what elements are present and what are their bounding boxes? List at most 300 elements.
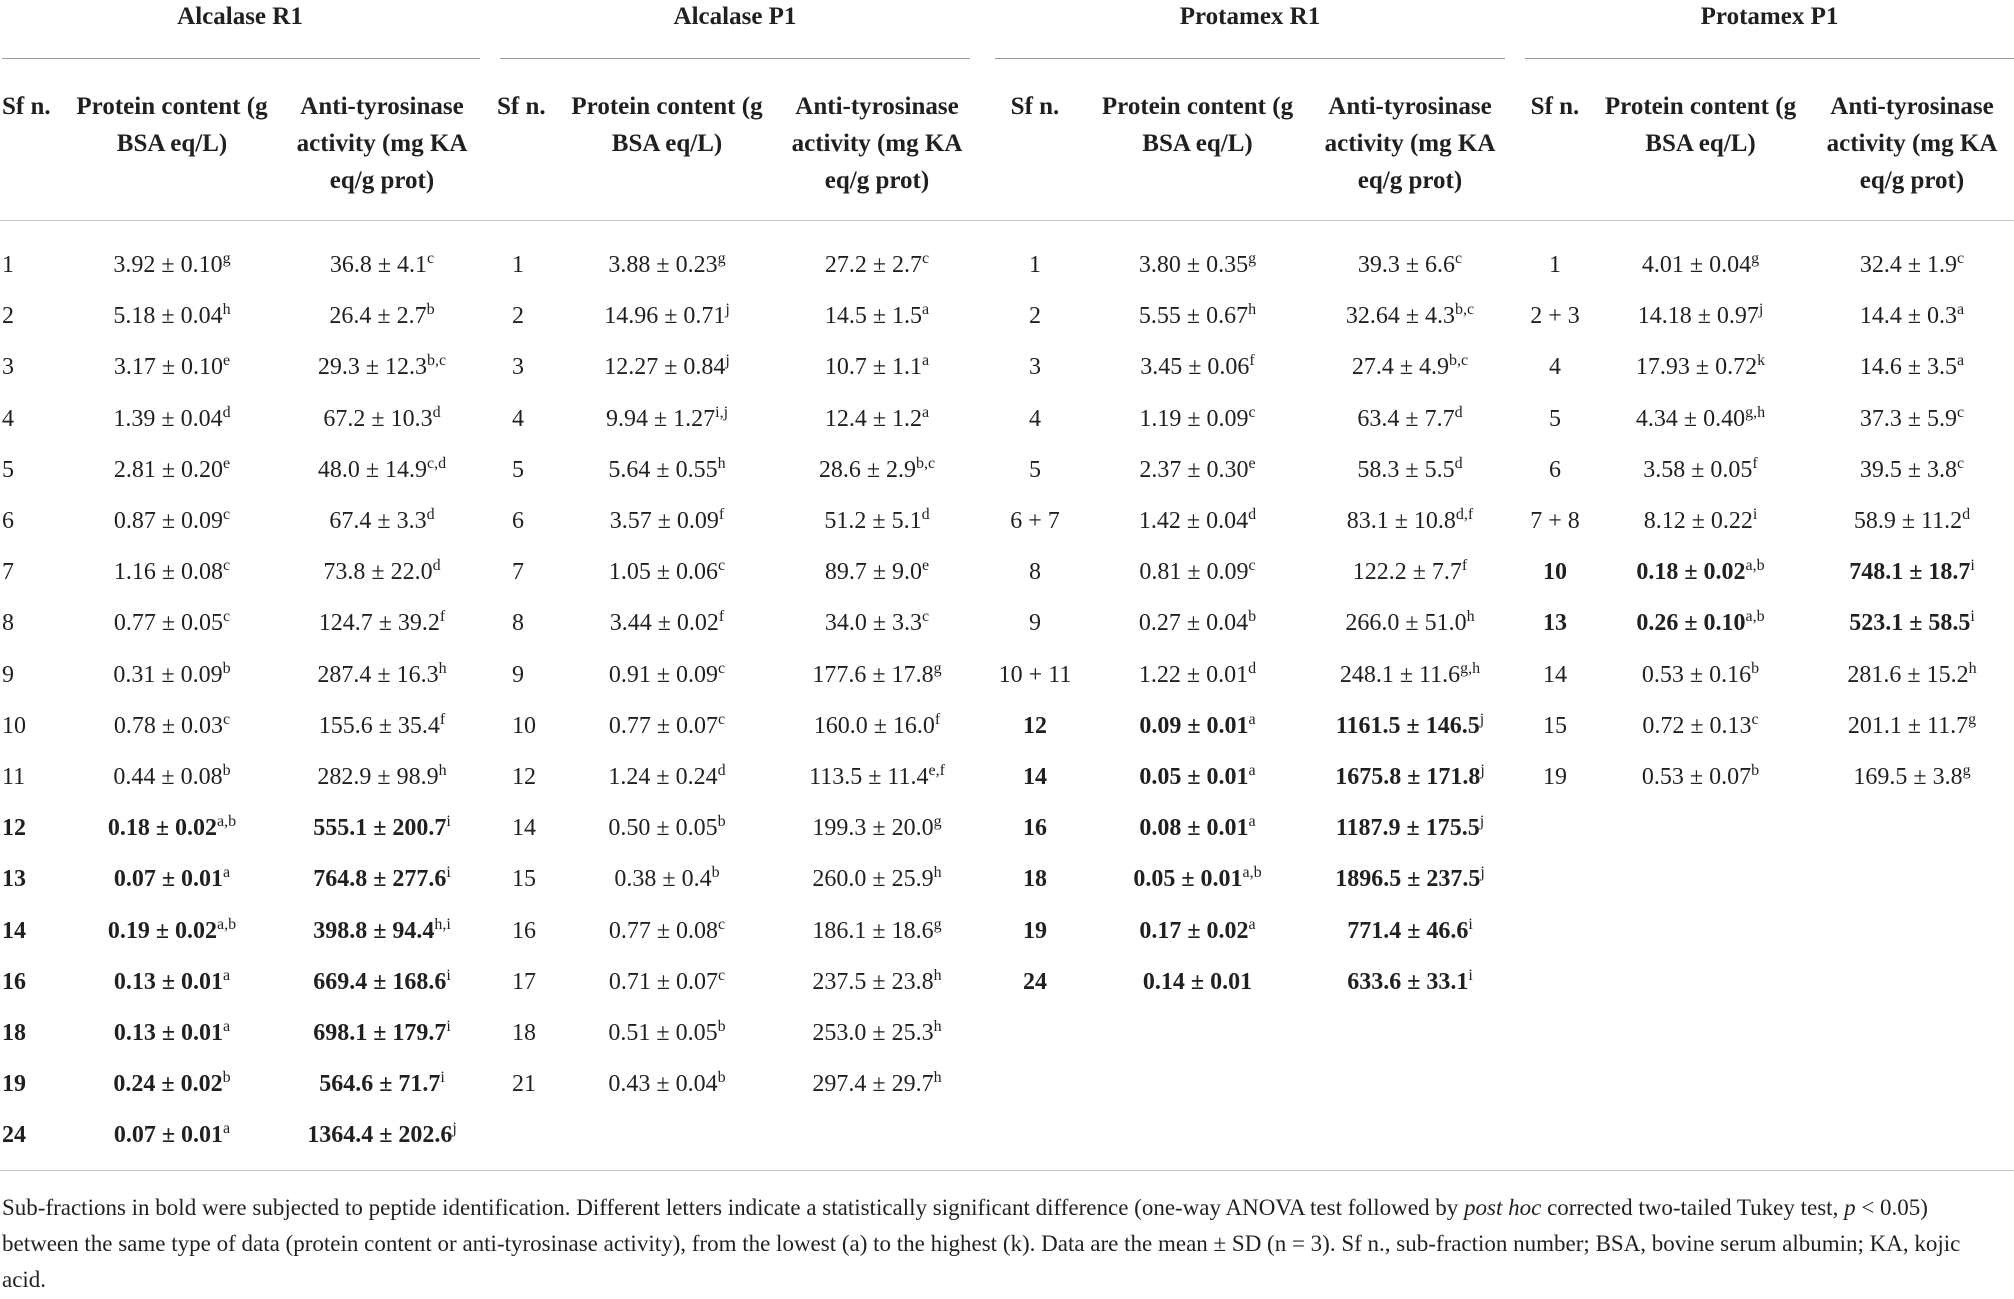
row-activity (1810, 445, 2014, 496)
row-activity-significance: f (439, 711, 446, 728)
row-activity (777, 957, 977, 1008)
row-activity-significance: d,f (1455, 506, 1474, 523)
row-protein (567, 547, 767, 598)
row-activity-text: 39.3 ± 6.6 (1357, 252, 1456, 278)
row-activity-text: 155.6 ± 35.4 (318, 713, 440, 739)
row-protein (72, 445, 272, 496)
row-protein-significance: f (1249, 352, 1255, 369)
row-activity-significance: b (426, 301, 435, 318)
row-activity-text: 253.0 ± 25.3 (812, 1020, 934, 1046)
row-activity (282, 598, 482, 649)
row-activity (282, 650, 482, 701)
row-subfraction: 19 (2, 1071, 26, 1097)
row-activity (1810, 650, 2014, 701)
row-protein-text: 1.16 ± 0.08 (113, 559, 224, 585)
footer-divider (0, 1170, 2014, 1171)
group-rule (995, 58, 1505, 59)
row-subfraction: 10 (512, 713, 536, 739)
row-activity-significance: i (446, 813, 451, 830)
row-activity (1810, 598, 2014, 649)
row-protein (1598, 598, 1803, 649)
row-protein (1090, 752, 1305, 803)
row-activity-text: 201.1 ± 11.7 (1847, 713, 1969, 739)
row-protein-text: 0.91 ± 0.09 (608, 662, 719, 688)
row-activity-text: 27.2 ± 2.7 (824, 252, 923, 278)
row-activity-text: 771.4 ± 46.6 (1347, 918, 1469, 944)
row-protein-significance: d (222, 404, 231, 421)
row-subfraction: 19 (1543, 764, 1567, 790)
row-activity-significance: h,i (434, 916, 451, 933)
row-protein-significance: g (717, 250, 726, 267)
row-subfraction: 14 (512, 815, 536, 841)
row-protein (567, 650, 767, 701)
row-protein-text: 12.27 ± 0.84 (604, 354, 726, 380)
row-protein-significance: a,b (1242, 864, 1262, 881)
row-activity-text: 237.5 ± 23.8 (812, 969, 934, 995)
row-subfraction: 10 (2, 713, 26, 739)
row-activity (1310, 701, 1510, 752)
table-footnote: Sub-fractions in bold were subjected to peptide identification. Different letters indicate a statistically significant difference (one-way ANOVA test followed by post hoc corrected two-tailed Tukey test, p < 0.05) between the same type of data (protein content or anti-tyrosinase activity), from the lowest (a) to the highest (k). Data are the mean ± SD (n = 3). Sf n., sub-fraction number; BSA, bovine serum albumin; KA, kojic acid. (2, 1195, 1961, 1292)
row-protein-text: 5.18 ± 0.04 (113, 303, 223, 329)
row-protein (567, 1008, 767, 1059)
row-protein-significance: j (725, 352, 730, 369)
row-subfraction: 7 (512, 559, 524, 585)
row-protein-text: 1.39 ± 0.04 (113, 406, 223, 432)
row-activity-text: 63.4 ± 7.7 (1357, 406, 1455, 432)
row-activity-text: 36.8 ± 4.1 (329, 252, 428, 278)
row-subfraction: 5 (1549, 406, 1561, 432)
column-header-sf: Sf n. (2, 93, 51, 120)
row-subfraction: 6 (1549, 457, 1561, 483)
row-activity-significance: b,c (427, 352, 447, 369)
row-protein-text: 2.37 ± 0.30 (1139, 457, 1249, 483)
row-subfraction: 8 (1029, 559, 1041, 585)
row-activity-significance: c,d (427, 455, 447, 472)
row-protein (72, 1059, 272, 1110)
row-activity-significance: j (1480, 864, 1485, 881)
row-protein-significance: a (1248, 813, 1256, 830)
row-activity-significance: e (922, 557, 930, 574)
row-protein (72, 496, 272, 547)
row-protein-text: 0.05 ± 0.01 (1133, 866, 1243, 892)
row-activity (282, 445, 482, 496)
row-subfraction: 16 (512, 918, 536, 944)
row-activity-significance: c (1957, 404, 1965, 421)
row-activity-significance: b,c (1449, 352, 1469, 369)
row-protein-text: 0.24 ± 0.02 (113, 1071, 223, 1097)
row-protein-text: 0.26 ± 0.10 (1636, 610, 1746, 636)
row-activity (777, 1008, 977, 1059)
row-activity (1310, 394, 1510, 445)
row-activity-significance: d (1962, 506, 1971, 523)
row-activity (1310, 957, 1510, 1008)
row-protein (72, 701, 272, 752)
row-activity (1310, 445, 1510, 496)
row-subfraction: 6 + 7 (1010, 508, 1060, 534)
row-protein-text: 0.07 ± 0.01 (113, 866, 224, 892)
row-activity-text: 26.4 ± 2.7 (329, 303, 427, 329)
row-protein (1090, 803, 1305, 854)
row-protein-text: 4.01 ± 0.04 (1641, 252, 1752, 278)
row-activity-text: 58.9 ± 11.2 (1853, 508, 1963, 534)
row-subfraction: 9 (512, 662, 524, 688)
row-protein (1090, 854, 1305, 905)
row-protein (1090, 906, 1305, 957)
row-protein-text: 3.88 ± 0.23 (608, 252, 718, 278)
row-protein-significance: c (223, 506, 231, 523)
row-subfraction: 4 (1549, 354, 1561, 380)
row-protein-significance: a,b (1745, 608, 1765, 625)
row-activity-text: 29.3 ± 12.3 (317, 354, 428, 380)
column-header-activity: Anti-tyrosinase activity (mg KA eq/g prot) (1826, 93, 1998, 194)
row-protein (72, 598, 272, 649)
row-activity-significance: c (1455, 250, 1463, 267)
row-activity-significance: c (922, 608, 930, 625)
row-activity (1810, 240, 2014, 291)
row-activity-text: 748.1 ± 18.7 (1849, 559, 1971, 585)
row-subfraction: 15 (512, 866, 536, 892)
row-activity-text: 32.64 ± 4.3 (1345, 303, 1456, 329)
row-subfraction: 17 (512, 969, 536, 995)
row-protein-significance: b (222, 660, 231, 677)
row-protein-significance: c (1248, 557, 1256, 574)
row-activity-significance: i (440, 1069, 445, 1086)
row-protein (1090, 701, 1305, 752)
row-protein-text: 0.17 ± 0.02 (1139, 918, 1249, 944)
row-activity-text: 1187.9 ± 175.5 (1335, 815, 1480, 841)
row-protein (72, 547, 272, 598)
row-subfraction: 8 (2, 610, 14, 636)
column-header-protein: Protein content (g BSA eq/L) (1101, 93, 1294, 157)
row-activity-text: 297.4 ± 29.7 (812, 1071, 934, 1097)
row-protein (567, 496, 767, 547)
row-protein-significance: f (718, 608, 725, 625)
row-protein-significance: c (718, 967, 726, 984)
row-activity-text: 1896.5 ± 237.5 (1335, 866, 1481, 892)
row-activity (777, 1059, 977, 1110)
row-protein-significance: e (223, 455, 231, 472)
row-protein-text: 0.18 ± 0.02 (107, 815, 218, 841)
row-activity-text: 12.4 ± 1.2 (824, 406, 923, 432)
row-protein-text: 0.38 ± 0.4 (614, 866, 712, 892)
row-activity-text: 555.1 ± 200.7 (313, 815, 447, 841)
row-protein (567, 240, 767, 291)
row-protein-text: 0.77 ± 0.07 (608, 713, 719, 739)
row-protein-text: 2.81 ± 0.20 (113, 457, 224, 483)
row-activity-text: 14.5 ± 1.5 (824, 303, 923, 329)
row-subfraction: 4 (2, 406, 14, 432)
row-protein-text: 3.17 ± 0.10 (113, 354, 224, 380)
row-activity-significance: d (432, 557, 441, 574)
row-activity-significance: h (438, 762, 447, 779)
row-protein (567, 906, 767, 957)
row-protein-significance: j (725, 301, 730, 318)
row-protein-significance: a,b (1745, 557, 1765, 574)
row-protein-text: 0.13 ± 0.01 (113, 969, 224, 995)
row-subfraction: 2 (2, 303, 14, 329)
row-subfraction: 3 (512, 354, 524, 380)
column-header-activity: Anti-tyrosinase activity (mg KA eq/g prot) (1324, 93, 1496, 194)
row-activity-text: 10.7 ± 1.1 (824, 354, 923, 380)
row-subfraction: 6 (512, 508, 524, 534)
row-protein-significance: c (718, 711, 726, 728)
row-subfraction: 19 (1023, 918, 1047, 944)
row-subfraction: 7 (2, 559, 14, 585)
row-subfraction: 2 (512, 303, 524, 329)
row-activity-text: 764.8 ± 277.6 (313, 866, 447, 892)
row-protein (567, 752, 767, 803)
row-activity-text: 27.4 ± 4.9 (1351, 354, 1450, 380)
column-header-sf: Sf n. (1530, 93, 1580, 120)
row-activity (1310, 906, 1510, 957)
row-subfraction: 5 (1029, 457, 1041, 483)
row-activity (282, 291, 482, 342)
row-activity-text: 287.4 ± 16.3 (317, 662, 439, 688)
row-activity-significance: c (1957, 250, 1965, 267)
row-activity-text: 67.4 ± 3.3 (329, 508, 427, 534)
row-protein-significance: c (1751, 711, 1759, 728)
row-protein-significance: i (1752, 506, 1758, 523)
row-activity (777, 650, 977, 701)
row-subfraction: 21 (512, 1071, 536, 1097)
row-activity (777, 496, 977, 547)
row-activity-significance: c (1957, 455, 1965, 472)
row-activity (282, 240, 482, 291)
row-protein-text: 0.09 ± 0.01 (1139, 713, 1249, 739)
row-protein (72, 957, 272, 1008)
row-protein (1598, 291, 1803, 342)
row-activity (777, 291, 977, 342)
row-protein-significance: e (223, 352, 231, 369)
row-protein-significance: a,b (217, 813, 237, 830)
row-activity-text: 1161.5 ± 146.5 (1335, 713, 1480, 739)
row-activity (1810, 752, 2014, 803)
row-activity-text: 633.6 ± 33.1 (1347, 969, 1469, 995)
row-subfraction: 15 (1543, 713, 1567, 739)
row-subfraction: 9 (1029, 610, 1041, 636)
row-activity-significance: j (1479, 813, 1485, 830)
row-protein-significance: g,h (1745, 404, 1766, 421)
row-protein (72, 291, 272, 342)
row-protein (1090, 598, 1305, 649)
row-subfraction: 4 (1029, 406, 1041, 432)
row-subfraction: 6 (2, 508, 14, 534)
row-activity-significance: f (934, 711, 941, 728)
row-activity (777, 906, 977, 957)
header-divider (0, 220, 2014, 221)
row-protein (1598, 650, 1803, 701)
row-subfraction: 18 (2, 1020, 26, 1046)
row-protein-significance: c (718, 916, 726, 933)
row-activity-text: 83.1 ± 10.8 (1346, 508, 1456, 534)
row-protein-significance: c (223, 711, 231, 728)
row-subfraction: 10 (1543, 559, 1567, 585)
row-subfraction: 5 (512, 457, 524, 483)
row-protein-text: 0.44 ± 0.08 (113, 764, 223, 790)
row-protein-text: 0.53 ± 0.07 (1641, 764, 1752, 790)
row-protein-significance: d (1248, 660, 1257, 677)
row-protein-text: 0.08 ± 0.01 (1139, 815, 1249, 841)
row-protein-text: 0.87 ± 0.09 (113, 508, 224, 534)
row-activity-significance: a (922, 352, 930, 369)
row-protein-text: 1.22 ± 0.01 (1138, 662, 1249, 688)
row-protein (72, 1008, 272, 1059)
row-protein-significance: c (223, 608, 231, 625)
row-subfraction: 16 (2, 969, 26, 995)
row-activity-significance: d (432, 404, 441, 421)
row-activity-text: 48.0 ± 14.9 (317, 457, 428, 483)
row-subfraction: 14 (2, 918, 26, 944)
row-protein-text: 3.45 ± 0.06 (1140, 354, 1250, 380)
row-protein-significance: j (1758, 301, 1764, 318)
row-activity-significance: b,c (1455, 301, 1475, 318)
row-activity (282, 803, 482, 854)
row-protein-significance: h (717, 455, 726, 472)
group-title: Protamex P1 (1700, 3, 1839, 30)
row-subfraction: 12 (2, 815, 26, 841)
row-protein-text: 3.44 ± 0.02 (609, 610, 719, 636)
row-protein (567, 445, 767, 496)
row-protein (72, 342, 272, 393)
row-protein-text: 1.42 ± 0.04 (1138, 508, 1249, 534)
row-protein-significance: c (1248, 404, 1256, 421)
row-activity-text: 28.6 ± 2.9 (818, 457, 917, 483)
row-protein-significance: b (717, 1069, 726, 1086)
row-subfraction: 3 (1029, 354, 1041, 380)
row-activity-significance: i (1970, 557, 1975, 574)
row-protein (1598, 701, 1803, 752)
row-activity-text: 14.6 ± 3.5 (1859, 354, 1958, 380)
row-activity-significance: h (933, 864, 942, 881)
row-activity-significance: h (1466, 608, 1475, 625)
row-activity-text: 67.2 ± 10.3 (323, 406, 433, 432)
row-activity (1810, 342, 2014, 393)
row-subfraction: 1 (1029, 252, 1041, 278)
row-protein-significance: a (223, 1120, 231, 1137)
group-rule (1525, 58, 2014, 59)
row-activity (1310, 803, 1510, 854)
row-activity-text: 698.1 ± 179.7 (313, 1020, 447, 1046)
row-subfraction: 18 (512, 1020, 536, 1046)
row-protein-significance: e (1248, 455, 1256, 472)
row-protein-significance: i,j (715, 404, 729, 421)
row-protein (567, 957, 767, 1008)
row-protein-text: 14.18 ± 0.97 (1637, 303, 1759, 329)
row-protein (567, 291, 767, 342)
row-protein-text: 0.72 ± 0.13 (1642, 713, 1752, 739)
row-protein-text: 0.27 ± 0.04 (1138, 610, 1249, 636)
row-protein-text: 17.93 ± 0.72 (1635, 354, 1758, 380)
row-subfraction: 14 (1023, 764, 1047, 790)
row-protein (1090, 240, 1305, 291)
row-activity-significance: g (933, 660, 942, 677)
row-subfraction: 12 (512, 764, 536, 790)
row-protein-text: 14.96 ± 0.71 (604, 303, 726, 329)
row-activity-significance: a (1957, 301, 1965, 318)
row-activity-text: 14.4 ± 0.3 (1859, 303, 1958, 329)
row-protein-significance: b (711, 864, 720, 881)
row-protein (72, 854, 272, 905)
row-subfraction: 11 (2, 764, 26, 790)
column-header-protein: Protein content (g BSA eq/L) (76, 93, 268, 157)
row-activity (282, 496, 482, 547)
row-protein-significance: a,b (217, 916, 237, 933)
row-subfraction: 3 (2, 354, 14, 380)
row-protein-significance: c (718, 660, 726, 677)
row-protein-text: 9.94 ± 1.27 (605, 406, 716, 432)
row-protein-significance: c (718, 557, 726, 574)
row-subfraction: 9 (2, 662, 14, 688)
row-subfraction: 12 (1023, 713, 1047, 739)
row-activity-significance: i (446, 864, 451, 881)
row-activity-significance: b,c (916, 455, 936, 472)
row-protein (1598, 445, 1803, 496)
row-protein-significance: b (717, 1018, 726, 1035)
row-subfraction: 14 (1543, 662, 1567, 688)
row-subfraction: 13 (1543, 610, 1567, 636)
row-activity-significance: j (452, 1120, 457, 1137)
row-protein-significance: k (1757, 352, 1766, 369)
row-protein-significance: b (222, 762, 231, 779)
row-protein-significance: c (223, 557, 231, 574)
row-protein (1090, 547, 1305, 598)
row-subfraction: 5 (2, 457, 14, 483)
row-activity-text: 1675.8 ± 171.8 (1335, 764, 1481, 790)
row-activity-significance: a (1957, 352, 1965, 369)
row-activity-significance: j (1480, 762, 1485, 779)
row-protein (1090, 291, 1305, 342)
row-protein-significance: g (1248, 250, 1257, 267)
group-rule (500, 58, 970, 59)
row-protein-text: 5.64 ± 0.55 (608, 457, 718, 483)
row-activity-significance: h (1968, 660, 1977, 677)
row-activity-text: 282.9 ± 98.9 (317, 764, 439, 790)
row-activity (282, 752, 482, 803)
row-activity-text: 58.3 ± 5.5 (1357, 457, 1455, 483)
row-protein-text: 0.31 ± 0.09 (113, 662, 223, 688)
row-protein-significance: b (1751, 762, 1760, 779)
column-header-activity: Anti-tyrosinase activity (mg KA eq/g prot) (791, 93, 963, 194)
row-activity-text: 523.1 ± 58.5 (1849, 610, 1971, 636)
row-subfraction: 24 (1023, 969, 1047, 995)
row-protein (1090, 445, 1305, 496)
row-activity (1310, 752, 1510, 803)
row-activity-text: 260.0 ± 25.9 (812, 866, 934, 892)
row-protein (72, 240, 272, 291)
row-subfraction: 10 + 11 (998, 662, 1072, 688)
row-activity (282, 1008, 482, 1059)
row-protein (1090, 394, 1305, 445)
row-activity-significance: h (933, 1018, 942, 1035)
row-activity (777, 701, 977, 752)
row-protein (1598, 342, 1803, 393)
row-activity (282, 854, 482, 905)
row-activity (282, 394, 482, 445)
row-activity-significance: d (426, 506, 435, 523)
row-activity-text: 89.7 ± 9.0 (824, 559, 923, 585)
row-protein-text: 0.50 ± 0.05 (608, 815, 718, 841)
column-header-activity: Anti-tyrosinase activity (mg KA eq/g prot) (296, 93, 468, 194)
row-subfraction: 13 (2, 866, 26, 892)
row-protein (72, 650, 272, 701)
row-activity-text: 73.8 ± 22.0 (323, 559, 433, 585)
row-activity (777, 394, 977, 445)
row-activity-significance: a (922, 301, 930, 318)
row-subfraction: 4 (512, 406, 524, 432)
row-activity-significance: c (427, 250, 435, 267)
row-activity (777, 547, 977, 598)
row-activity-significance: d (921, 506, 930, 523)
